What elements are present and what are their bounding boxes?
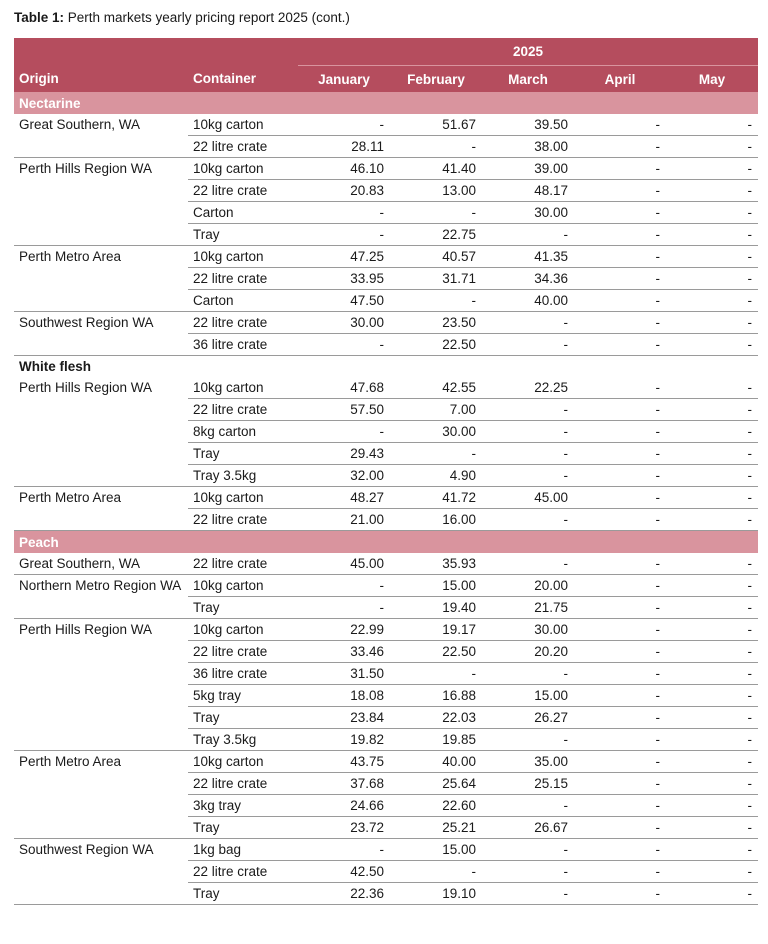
- container-cell: 10kg carton: [188, 487, 298, 509]
- origin-cell: Perth Hills Region WA: [19, 622, 153, 638]
- header-blank-origin: [14, 38, 188, 66]
- price-cell-february: 13.00: [390, 180, 482, 202]
- price-cell-may: -: [666, 158, 758, 180]
- container-cell: 10kg carton: [188, 114, 298, 136]
- table-row: [14, 180, 758, 202]
- header-month-january: January: [298, 66, 390, 93]
- container-cell: 3kg tray: [188, 795, 298, 817]
- price-cell-january: -: [298, 421, 390, 443]
- price-cell-february: 31.71: [390, 268, 482, 290]
- price-cell-february: 19.85: [390, 729, 482, 751]
- table-row: [14, 377, 758, 399]
- price-cell-may: -: [666, 136, 758, 158]
- origin-cell: [14, 399, 188, 421]
- origin-cell: Perth Hills Region WA: [19, 161, 153, 177]
- price-cell-april: -: [574, 443, 666, 465]
- price-cell-may: -: [666, 202, 758, 224]
- price-cell-february: 25.64: [390, 773, 482, 795]
- origin-cell: [14, 136, 188, 158]
- price-cell-may: -: [666, 377, 758, 399]
- price-cell-april: -: [574, 685, 666, 707]
- container-cell: 22 litre crate: [188, 399, 298, 421]
- price-cell-february: 22.50: [390, 334, 482, 356]
- table-row: [14, 465, 758, 487]
- price-cell-february: -: [390, 290, 482, 312]
- price-cell-march: -: [482, 312, 574, 334]
- price-cell-march: -: [482, 334, 574, 356]
- price-cell-march: 38.00: [482, 136, 574, 158]
- price-cell-march: 26.67: [482, 817, 574, 839]
- price-cell-january: -: [298, 114, 390, 136]
- price-cell-april: -: [574, 817, 666, 839]
- container-cell: 10kg carton: [188, 246, 298, 268]
- origin-cell: [14, 268, 188, 290]
- table-row: [14, 751, 758, 773]
- price-cell-march: 35.00: [482, 751, 574, 773]
- price-cell-january: 33.95: [298, 268, 390, 290]
- price-cell-april: -: [574, 597, 666, 619]
- price-cell-february: 22.60: [390, 795, 482, 817]
- price-cell-april: -: [574, 202, 666, 224]
- price-cell-march: 41.35: [482, 246, 574, 268]
- price-cell-april: -: [574, 707, 666, 729]
- table-row: [14, 246, 758, 268]
- price-cell-may: -: [666, 114, 758, 136]
- header-year: 2025: [298, 38, 758, 66]
- table-row: [14, 575, 758, 597]
- price-cell-may: -: [666, 334, 758, 356]
- table-row: [14, 685, 758, 707]
- price-cell-april: -: [574, 729, 666, 751]
- origin-cell: [14, 443, 188, 465]
- origin-cell: [14, 421, 188, 443]
- price-cell-february: 40.57: [390, 246, 482, 268]
- price-cell-january: -: [298, 575, 390, 597]
- price-cell-february: 35.93: [390, 553, 482, 575]
- price-cell-april: -: [574, 268, 666, 290]
- price-cell-march: 15.00: [482, 685, 574, 707]
- container-cell: 36 litre crate: [188, 334, 298, 356]
- price-cell-april: -: [574, 290, 666, 312]
- container-cell: 22 litre crate: [188, 861, 298, 883]
- price-cell-april: -: [574, 377, 666, 399]
- container-cell: Tray 3.5kg: [188, 465, 298, 487]
- price-cell-april: -: [574, 839, 666, 861]
- container-cell: 10kg carton: [188, 619, 298, 641]
- table-row: [14, 641, 758, 663]
- origin-cell: [14, 883, 188, 905]
- origin-cell: [14, 861, 188, 883]
- price-cell-may: -: [666, 246, 758, 268]
- price-cell-march: -: [482, 399, 574, 421]
- price-cell-february: -: [390, 136, 482, 158]
- price-cell-february: 7.00: [390, 399, 482, 421]
- origin-cell: [14, 597, 188, 619]
- price-cell-march: -: [482, 465, 574, 487]
- container-cell: 22 litre crate: [188, 268, 298, 290]
- price-cell-april: -: [574, 136, 666, 158]
- price-cell-march: -: [482, 861, 574, 883]
- container-cell: Tray: [188, 224, 298, 246]
- section-header-row: [14, 92, 758, 114]
- origin-cell: Perth Hills Region WA: [19, 380, 153, 396]
- price-cell-january: 21.00: [298, 509, 390, 531]
- price-cell-january: 57.50: [298, 399, 390, 421]
- table-row: [14, 795, 758, 817]
- container-cell: Tray: [188, 707, 298, 729]
- price-cell-january: 32.00: [298, 465, 390, 487]
- price-cell-may: -: [666, 817, 758, 839]
- price-cell-march: 20.20: [482, 641, 574, 663]
- origin-cell: Perth Metro Area: [19, 754, 122, 770]
- origin-cell: Great Southern, WA: [14, 553, 188, 575]
- section-label: Nectarine: [14, 92, 758, 114]
- origin-cell: [14, 180, 188, 202]
- origin-cell: Northern Metro Region WA: [19, 578, 182, 594]
- origin-cell: Great Southern, WA: [19, 117, 141, 133]
- table-row: [14, 861, 758, 883]
- price-cell-march: 34.36: [482, 268, 574, 290]
- price-cell-january: 46.10: [298, 158, 390, 180]
- price-cell-may: -: [666, 619, 758, 641]
- price-cell-may: -: [666, 465, 758, 487]
- container-cell: 36 litre crate: [188, 663, 298, 685]
- subsection-header-row: [14, 356, 758, 378]
- table-row: [14, 773, 758, 795]
- price-cell-january: 22.99: [298, 619, 390, 641]
- price-cell-february: 19.17: [390, 619, 482, 641]
- table-row: [14, 597, 758, 619]
- price-cell-january: 37.68: [298, 773, 390, 795]
- container-cell: Carton: [188, 202, 298, 224]
- header-month-april: April: [574, 66, 666, 93]
- header-month-february: February: [390, 66, 482, 93]
- container-cell: 22 litre crate: [188, 641, 298, 663]
- price-cell-march: -: [482, 421, 574, 443]
- pricing-table: [14, 38, 758, 905]
- container-cell: Tray: [188, 597, 298, 619]
- price-cell-april: -: [574, 861, 666, 883]
- price-cell-january: 23.72: [298, 817, 390, 839]
- price-cell-may: -: [666, 224, 758, 246]
- container-cell: Tray: [188, 817, 298, 839]
- price-cell-january: 47.50: [298, 290, 390, 312]
- origin-cell: Southwest Region WA: [19, 842, 154, 858]
- table-row: [14, 509, 758, 531]
- price-cell-april: -: [574, 663, 666, 685]
- price-cell-february: 15.00: [390, 839, 482, 861]
- table-row: [14, 114, 758, 136]
- table-row: [14, 268, 758, 290]
- price-cell-april: -: [574, 553, 666, 575]
- price-cell-february: 22.75: [390, 224, 482, 246]
- price-cell-may: -: [666, 751, 758, 773]
- price-cell-february: 22.03: [390, 707, 482, 729]
- price-cell-may: -: [666, 839, 758, 861]
- price-cell-january: -: [298, 597, 390, 619]
- price-cell-may: -: [666, 795, 758, 817]
- price-cell-may: -: [666, 443, 758, 465]
- table-row: [14, 707, 758, 729]
- price-cell-april: -: [574, 224, 666, 246]
- table-row: [14, 158, 758, 180]
- price-cell-february: 25.21: [390, 817, 482, 839]
- price-cell-may: -: [666, 773, 758, 795]
- price-cell-march: 39.00: [482, 158, 574, 180]
- price-cell-march: 48.17: [482, 180, 574, 202]
- price-cell-may: -: [666, 268, 758, 290]
- price-cell-april: -: [574, 465, 666, 487]
- price-cell-january: 19.82: [298, 729, 390, 751]
- price-cell-may: -: [666, 729, 758, 751]
- origin-cell: [14, 509, 188, 531]
- price-cell-may: -: [666, 861, 758, 883]
- price-cell-february: 19.10: [390, 883, 482, 905]
- price-cell-may: -: [666, 399, 758, 421]
- price-cell-march: -: [482, 443, 574, 465]
- price-cell-january: 29.43: [298, 443, 390, 465]
- origin-cell: [14, 773, 188, 795]
- table-row: [14, 619, 758, 641]
- origin-cell: Southwest Region WA: [19, 315, 154, 331]
- price-cell-march: -: [482, 663, 574, 685]
- container-cell: 8kg carton: [188, 421, 298, 443]
- price-cell-january: -: [298, 839, 390, 861]
- price-cell-april: -: [574, 421, 666, 443]
- price-cell-april: -: [574, 312, 666, 334]
- container-cell: 22 litre crate: [188, 136, 298, 158]
- price-cell-april: -: [574, 158, 666, 180]
- price-cell-january: 47.25: [298, 246, 390, 268]
- price-cell-february: -: [390, 202, 482, 224]
- price-cell-january: 33.46: [298, 641, 390, 663]
- table-row: [14, 312, 758, 334]
- price-cell-january: -: [298, 202, 390, 224]
- price-cell-may: -: [666, 597, 758, 619]
- container-cell: 10kg carton: [188, 751, 298, 773]
- price-cell-april: -: [574, 334, 666, 356]
- price-cell-may: -: [666, 290, 758, 312]
- price-cell-may: -: [666, 487, 758, 509]
- table-row: [14, 553, 758, 575]
- table-row: [14, 729, 758, 751]
- table-row: [14, 290, 758, 312]
- price-cell-march: -: [482, 795, 574, 817]
- price-cell-january: 18.08: [298, 685, 390, 707]
- price-cell-february: 16.88: [390, 685, 482, 707]
- price-cell-january: -: [298, 224, 390, 246]
- price-cell-april: -: [574, 773, 666, 795]
- price-cell-april: -: [574, 180, 666, 202]
- table-row: [14, 839, 758, 861]
- price-cell-january: -: [298, 334, 390, 356]
- table-body: [14, 92, 758, 905]
- container-cell: 22 litre crate: [188, 553, 298, 575]
- price-cell-april: -: [574, 751, 666, 773]
- price-cell-may: -: [666, 575, 758, 597]
- price-cell-february: 16.00: [390, 509, 482, 531]
- price-cell-february: 41.72: [390, 487, 482, 509]
- origin-cell: [14, 334, 188, 356]
- price-cell-april: -: [574, 641, 666, 663]
- price-cell-february: 40.00: [390, 751, 482, 773]
- price-cell-january: 45.00: [298, 553, 390, 575]
- origin-cell: [14, 795, 188, 817]
- origin-cell: Perth Metro Area: [19, 249, 122, 265]
- table-row: [14, 224, 758, 246]
- price-cell-april: -: [574, 487, 666, 509]
- subsection-label: White flesh: [19, 359, 92, 374]
- container-cell: 10kg carton: [188, 158, 298, 180]
- price-cell-january: 20.83: [298, 180, 390, 202]
- price-cell-january: 42.50: [298, 861, 390, 883]
- price-cell-april: -: [574, 114, 666, 136]
- price-cell-february: -: [390, 861, 482, 883]
- origin-cell: [14, 465, 188, 487]
- price-cell-february: 4.90: [390, 465, 482, 487]
- header-month-march: March: [482, 66, 574, 93]
- container-cell: Carton: [188, 290, 298, 312]
- container-cell: Tray: [188, 443, 298, 465]
- origin-cell: [14, 817, 188, 839]
- price-cell-february: 41.40: [390, 158, 482, 180]
- origin-cell: [14, 663, 188, 685]
- price-cell-march: 25.15: [482, 773, 574, 795]
- price-cell-february: 22.50: [390, 641, 482, 663]
- price-cell-march: -: [482, 839, 574, 861]
- table-row: [14, 663, 758, 685]
- price-cell-march: 26.27: [482, 707, 574, 729]
- container-cell: 1kg bag: [188, 839, 298, 861]
- price-cell-february: 19.40: [390, 597, 482, 619]
- price-cell-march: 40.00: [482, 290, 574, 312]
- price-cell-march: 21.75: [482, 597, 574, 619]
- price-cell-february: 51.67: [390, 114, 482, 136]
- price-cell-january: 22.36: [298, 883, 390, 905]
- price-cell-march: -: [482, 224, 574, 246]
- container-cell: 5kg tray: [188, 685, 298, 707]
- price-cell-march: 45.00: [482, 487, 574, 509]
- origin-cell: [14, 224, 188, 246]
- price-cell-february: 15.00: [390, 575, 482, 597]
- table-row: [14, 399, 758, 421]
- container-cell: 22 litre crate: [188, 509, 298, 531]
- price-cell-january: 28.11: [298, 136, 390, 158]
- table-header: [14, 38, 758, 92]
- section-label: Peach: [14, 531, 758, 554]
- price-cell-january: 23.84: [298, 707, 390, 729]
- price-cell-march: 39.50: [482, 114, 574, 136]
- price-cell-may: -: [666, 663, 758, 685]
- origin-cell: [14, 729, 188, 751]
- table-title-text: Perth markets yearly pricing report 2025 (cont.): [64, 10, 350, 25]
- price-cell-february: 42.55: [390, 377, 482, 399]
- price-cell-march: -: [482, 509, 574, 531]
- container-cell: 10kg carton: [188, 377, 298, 399]
- price-cell-march: -: [482, 883, 574, 905]
- table-title-prefix: Table 1:: [14, 10, 65, 25]
- section-header-row: [14, 531, 758, 554]
- price-cell-april: -: [574, 509, 666, 531]
- table-title: [14, 10, 350, 26]
- container-cell: 10kg carton: [188, 575, 298, 597]
- price-cell-march: 20.00: [482, 575, 574, 597]
- price-cell-february: 23.50: [390, 312, 482, 334]
- origin-cell: Perth Metro Area: [19, 490, 122, 506]
- price-cell-march: 22.25: [482, 377, 574, 399]
- price-cell-april: -: [574, 246, 666, 268]
- price-cell-april: -: [574, 575, 666, 597]
- price-cell-may: -: [666, 685, 758, 707]
- price-cell-april: -: [574, 883, 666, 905]
- header-month-may: May: [666, 66, 758, 93]
- price-cell-march: 30.00: [482, 619, 574, 641]
- price-cell-may: -: [666, 553, 758, 575]
- container-cell: 22 litre crate: [188, 180, 298, 202]
- price-cell-may: -: [666, 883, 758, 905]
- price-cell-january: 30.00: [298, 312, 390, 334]
- origin-cell: [14, 202, 188, 224]
- header-container: Container: [188, 66, 298, 93]
- price-cell-march: -: [482, 729, 574, 751]
- container-cell: 22 litre crate: [188, 312, 298, 334]
- price-cell-march: 30.00: [482, 202, 574, 224]
- table-row: [14, 136, 758, 158]
- price-cell-april: -: [574, 795, 666, 817]
- header-origin: Origin: [14, 66, 188, 93]
- container-cell: Tray: [188, 883, 298, 905]
- table-row: [14, 421, 758, 443]
- price-cell-january: 47.68: [298, 377, 390, 399]
- table-row: [14, 443, 758, 465]
- table-row: [14, 334, 758, 356]
- origin-cell: [14, 685, 188, 707]
- price-cell-january: 48.27: [298, 487, 390, 509]
- price-cell-february: 30.00: [390, 421, 482, 443]
- origin-cell: [14, 641, 188, 663]
- price-cell-january: 24.66: [298, 795, 390, 817]
- price-cell-may: -: [666, 180, 758, 202]
- container-cell: 22 litre crate: [188, 773, 298, 795]
- table-row: [14, 883, 758, 905]
- price-cell-february: -: [390, 443, 482, 465]
- price-cell-january: 43.75: [298, 751, 390, 773]
- table-row: [14, 817, 758, 839]
- price-cell-may: -: [666, 509, 758, 531]
- price-cell-may: -: [666, 641, 758, 663]
- price-cell-may: -: [666, 421, 758, 443]
- table-row: [14, 487, 758, 509]
- price-cell-january: 31.50: [298, 663, 390, 685]
- origin-cell: [14, 290, 188, 312]
- price-cell-may: -: [666, 312, 758, 334]
- header-blank-container: [188, 38, 298, 66]
- price-cell-february: -: [390, 663, 482, 685]
- price-cell-march: -: [482, 553, 574, 575]
- container-cell: Tray 3.5kg: [188, 729, 298, 751]
- origin-cell: [14, 707, 188, 729]
- table-row: [14, 202, 758, 224]
- price-cell-april: -: [574, 619, 666, 641]
- price-cell-april: -: [574, 399, 666, 421]
- price-cell-may: -: [666, 707, 758, 729]
